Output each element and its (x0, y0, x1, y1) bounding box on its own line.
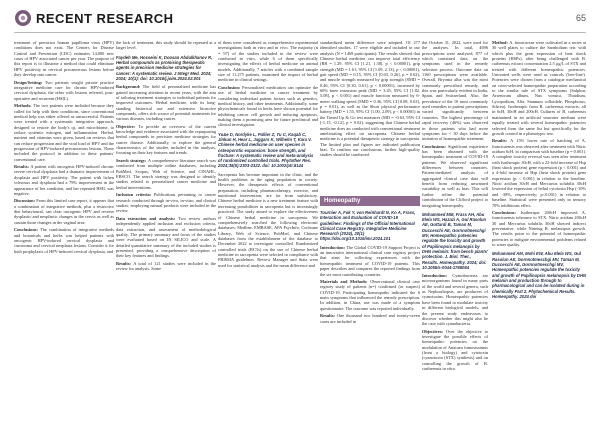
paragraph: Methods: The two patients were included because they called for help with their conditions, since conventional medical help was either offered as unsuccessful. Patients were treated with a systematic integrative approach, designed to restore the body's qi, and microbiome, to reduce systemic estrogen, and inflammation. Herbal, nutrient and vitamins were given, based on reviews that can reduce progression and the viral load of HPV and the progression of HPV-induced precancerous lesions. These included the protocol in addition to these patients' conventional care. (14, 103, 114, 162)
paragraph: Background: The field of personalized medicine has gained increasing attention in recent years, with the aim of tailoring treatment strategies to individual patients for improved outcomes. Herbal medicine, with its long-standing historical use and extensive bioactive compounds, offers rich source of potential treatments for various diseases, including cancer. (116, 84, 217, 122)
column-6 (492, 40, 586, 302)
paragraph: Results: A total of 121 studies were included in the review for analysis. Some (116, 260, 216, 272)
paragraph: the lack of treatment, this study should be repeated at a larger level. (116, 40, 216, 51)
paragraph: of them were considered as comprehensive experimental investigations both in vitro and in vivo. The majority (n = 97) of the studies included in the review were conducted in vitro, while 6 of them specifically investigating the effects of herbal medicine on animal models. Additionally, 7 articles with a combined sample size of 11,275 patients, examined the impact of herbal medicine in clinical settings. (218, 40, 318, 83)
paragraph-heading: Conclusions: (422, 143, 449, 149)
paragraph-heading: Methods: (14, 103, 34, 109)
paragraph: treatment of precursor human papilloma virus (HPV) conditions does not exist. The Centers for Disease Control and Prevention (CDC) estimates 14,000 new cases of HPV associated cancer per year. The purpose of this report is to illustrate a method that could eliminate HPV positivity in cervical precancerous lesions before they develop into cancer. (14, 40, 114, 78)
paragraph: Data extraction and analysis: Two review authors independently applied inclusion and exclusion criteria, data extraction, and assessment of methodological quality. The primary summary and focus of the studies were evaluated based on IN SILICO and scale. A detailed quantitative summary of the included studies is presented, providing a comprehensive description of their key features and findings. (116, 215, 217, 259)
reference-citation: Yu&e D, Nordyke L, Pallier Z, Yu C, Kaqab C, Jinkun H, Hear L, Jaggars K, Wilhelm T, Kara V. Chinese herbal medicine on user species in osteoporotic expansion: bone strength, and fracture: A systematic review and meta-analysis of randomized controlled trials. Phytother Res. 2024;38(5):2303-2322. doi: 10.1002/ptr.8144 (218, 131, 314, 169)
homeopathy-section-banner (320, 196, 420, 206)
paragraph-heading: Design/Setting: (14, 79, 45, 85)
header-rule (14, 32, 586, 33)
column-1 (14, 40, 114, 256)
paragraph-heading: Discussion: (14, 198, 37, 204)
paragraph: Objective: To provide an overview of the current knowledge and evidence associated with the repurposing herbal compounds in precision medicine strategies for cancer disease. Additionally, to explore the general characteristics of the studies included in the analysis, focusing on their key features and trends. (116, 123, 216, 156)
paragraph-heading: Results: (14, 164, 31, 170)
paragraph: Search strategy: A comprehensive literature search was conducted from multiple online databases, including PubMed, Scopus, Web of Science, and CINAHL, EBSCO. The search strategy was designed to identify studies related to personalized cancer medicine and herbal interventions. (116, 158, 216, 190)
reference-citation: Mohammed AM, Mohi EW, Abu Elela WS, Gul Rasolun AE, Gornnotmeschgi MV, Taman M, Ducceschi AE, Gornnotmeschgi MV, Homeopathic potencies regulate the toxicity and growth of Papilinopsis melanopsis by DHN melanin and production through to pharmacological and can be isolated during in chemically Part 2. Phytochemical Results. Homeopathy. 2024 doi (492, 251, 586, 299)
paragraph: Discussion: From this limited case report, it appears that a combination of integrative methods, plus a restrictive diet behavioural, can clear oncogenic HPV and reverse dysplastic and neoplastic changes in the cervix as well as sustain those changes in the vaginal area. (14, 198, 114, 225)
page-number: 65 (575, 13, 586, 23)
paragraph: Conclusions: Isotherapic 200cH improved A. francicaensis tolerance to STX. Nitric acidum 200cH 30 and Mercurius solubilis 30cH showed indirect preventative, while Ninetug B. melanopsis growth. The results point to the potential of homeopathic potencies to mitigate environmental problems related to water quality. (492, 210, 586, 248)
column-4-lower (320, 210, 420, 326)
paragraph-heading: Conclusion: (218, 84, 243, 90)
recent-research-logo-icon (14, 9, 32, 27)
paragraph-heading: Results: (492, 138, 511, 144)
paragraph: the October 31, 2022, were used for the analyses. In total, 4696 prescriptions were analysed, 877 of which contained data on the symptoms used in the remedy selection process. Outcome data on 1160 prescriptions were available. Overall, Bryonia alba was the most commonly prescribed remedy, and this was particularly evident in India, Spain, and Switzerland. Also, the prevalence of the 10 most commonly used remedies to patient prescriptions varied significantly between countries. The highest percentage of rapid recovery (46%) was observed in those patients who had more symptoms for < 30 days before the initiation of homeopathic treatment. (422, 40, 488, 142)
paragraph: Conclusion: Personalized medication can optimize the use of herbal medicine in cancer treatment by considering individual patient factors such as genetics, medical history, and other treatments. Additionally, some phytochemicals found in herbs have shown potential for inhibiting cancer cell growth and inducing apoptosis, making them a promising area for future preclinical and clinical investigation. (218, 84, 319, 128)
paragraph: Introduction: Cyanobacteria are microorganisms found in many parts of the world and several genera, such as Nephrorhopsis, are producers of cyanotoxins. Homeopathic potencies have been found to modulate toxicity in different biological models, and the present study endeavours to discover whether this might also be the case with cyanobacteria. (422, 273, 488, 327)
paragraph: Sarcopenia has become important in the clinic, and the health problems in the aging population in society. However, the therapeutic effects of conventional preparation, including pharmacotherapy, exercise, and nutritional intervention, are far from satisfactory. Chinese herbal medicine is a new treatment feature with increasing possibilities in sarcopenia but is increasingly practiced. The study aimed to explore the effectiveness of Chinese herbal medicine in sarcopenia. We comprehensively searched the following electronic databases: Medline, EMBASE, APA PsycInfo, Cochrane Library, Web of Science, PubMed, and Chinese databases from the establishment of the database to December 2022 to investigate controlled. Randomized controlled trials (RCTs) on the use of Chinese herbal medicine in sarcopenia were selected in compliance with PRISMA guidelines. Review Manager and Stata were used for statistical analysis and the mean difference and (218, 171, 318, 268)
column-5 (422, 40, 488, 374)
column-2 (116, 40, 216, 274)
homeopathy-banner-label: Homeopathy (324, 197, 361, 204)
paragraph: Results: One thousand two hundred and twenty-seven cases are included in (320, 313, 420, 324)
reference-citation: Tournier A, Fok Y, von Reinhardt N, Ko A, Frass, Interaction and Evaluation of COVID-19 guidelines: Findings of the Official International Clinical Case Registry. Integrative Medicine Research (2024), 20(1) https://doi.org/10.1016/imr.2024.101 (320, 210, 416, 242)
paragraph: Inclusion criteria: Publications pertaining to cancer research conducted through in-vivo, in-vitro, and clinical studies, employing natural products were included in the review. (116, 192, 216, 214)
page-header (0, 0, 600, 36)
paragraph-heading: Results: (116, 260, 134, 266)
paragraph-heading: Search strategy: (116, 158, 148, 164)
paragraph-heading: Data extraction and analysis: (116, 215, 179, 221)
column-4 (320, 40, 420, 160)
paragraph-heading: Introduction: (422, 273, 453, 279)
paragraph-heading: Background: (116, 84, 143, 90)
paragraph-heading: Materials and Methods: (320, 279, 371, 285)
paragraph-heading: Conclusions: (492, 210, 521, 216)
paragraph-heading: Results: (320, 313, 337, 319)
paragraph-heading: Conclusions: (14, 227, 41, 233)
paragraph-heading: Objectives: (422, 328, 446, 334)
paragraph: Conclusions: The combination of integrative methods and botanicals and herbs was helped patients with oncogenic HPV-induced cervical dysplasia and carcinoma and cervical neoplasia lesions. Consider it for both prophylaxis of HPV-induced cervical dysplasia, and (14, 227, 114, 254)
paragraph: Introduction: The Global COVID-19 Support Project is an innovative international clinical case registry project that aims for collecting experiences with the homeopathic treatment of COVID-19 patients. This paper describes and compares the reported findings from the six most contributing countries. (320, 244, 420, 277)
paragraph: Results: A 15% lower rate of hatching of A. francicaensis was observed after treatment with Nitric acidum 6cH, in comparison with baseline (p = 0.001). A complete toxicity reversal was seen after treatment with Isotherapic 30cH, with a 22-fold increase of Hsp (heat shock protein) gene expression (p < 0.001) and a 4-fold increase of Hsp (heat shock protein) gene expression (p < 0.001) in relation to the baseline. Nitric acidum 30cH and Mercurius solubilis 30cH lowered the expression of lethal cytotoxin Hsp (-10% and -38%, respectively; p<0.001) in relation to baseline. Statistical were presented only in sensory 70% inhibitions effect. (492, 138, 586, 208)
paragraph-heading: Inclusion criteria: (116, 192, 154, 198)
paragraph-heading: Introduction: (320, 244, 347, 250)
reference-citation: Faydeh Me, Hosseini K, Doosan Abdulkhanov R, Herbal compounds as promising therapeutic agents in precision medicine strategies for cancer: A systematic review. J Integr Med. 2024; 2024; 10(1): doi: 10.1016/j.joim.2024.02.001 (116, 54, 213, 81)
paragraph: Results: A patient with oncogenic HPV-induced chronic severe cervical dysplasia had a dramatic improvement of dysplasia and HPV positivity. The patient with lichen sclerosus and dysplasia had a 79% improvement in the appearance of her condition, and her repeated HSIL was negative. (14, 164, 114, 196)
column-3 (218, 40, 318, 270)
paragraph: Method: A. fumicaceae were cultivated in a series at 30 well plates to culture the Sarnbolium tetr. with which plus the great expression of heat shock proteins (HSPs), after being challenged with B. carbeensis extract concentration 2.5 µg/L of STX and treated with different homeopathic potencies. Untreated wells were used as controls ('leer-line'). Potencies were chosen from a catalogue mechanical on cross-selected homeopathic preparation according to the similia rule of STX symptoms (Sulphur, Arsenicum album, Nux vomica, Thuidium, Lycopodium, Alfa, Stannum colloidale, Phosphorus, Silicea). Isotherapic from B. carbeensis extracts, all in 6cH, 30cH and 200cH. Cultures of B. carbeensis maintained in an artificial seawater medium were equally treated with several homeopathic potencies selected from the same list but specifically for the growth control in a phenotypic test. (492, 40, 586, 136)
paragraph: Materials and Methods: Observational clinical case registry study of patients (n=) confirmed (or suspect) COVID-19. Participating homeopaths indicated the 6 main symptoms that influenced the remedy prescription. In addition, in China, use was made of a symptom questionnaire. The outcome was reported individually. (320, 279, 421, 311)
paragraph-heading: Objective: (116, 123, 139, 129)
reference-citation: Mohammed MM, Frass AH, Abu Elela WS, Hazazi A, Gul Rasolun AE, Gottardi B, Taman M, Ducceschi AE, Gornnotmeschgi MV, Homeopathic potencies regulate the toxicity and growth of Papilinopsis melanopis by DHN melanin: from bench plants' protection. J. Biol. Ther., Results. Homeopathy. 2024; doi: 10.1055/s-0044-1788084 (422, 211, 488, 270)
paragraph: Objectives: Over the objective to investigate the possible effects of homeopathic potencies on the modulation of Anacaea fumosissimus (from a biology) and cytotoxin (cyanotoxin (STX) synthesis) and on controlling the growth of B. caribeensis in vitro. (422, 328, 488, 372)
paragraph-heading: Method: (492, 40, 510, 45)
paragraph: Conclusions: Significant experience has been obtained with the homeopathic treatment of COVID-19 patients. We observed significant differences between countries. Patient-mediated analysis of aggregated clinical case data will benefit from reducing unwanted variability as well as bias. This will further refine the potential contribution of the Clifford project to integrating homeopathy. (422, 143, 488, 208)
paragraph: Design/Setting: Two patients sought private practice integrative medicine care for chronic HPV-induced cervical dysplasia, the other with lesions referred, post-operative and recurrent (HSIL). (14, 79, 114, 101)
section-title: RECENT RESEARCH (36, 11, 174, 26)
paragraph: standardized mean difference were adopted. Of 277 identified studies, 17 were eligible and included in our analysis (N = 1469 participants). The results showed that Chinese herbal medicine can improve total efficiency (RR = 1.29, 95% CI [1.21, 1.38], p < 0.00001), grip strength (MD = 1.61, 95% CI [1.09, 2.13], p < 0.00001), gait speed (MD = 0.15, 95% CI [0.03, 0.26], p = 0.02), and muscle strength measured by grip strength (SMD = 0.46, 95% CI [0.30, 0.61], p < 0.00001), increased by 60% knee extension peak (MD = 3.45, 95% CI [1.82, 5.08], p < 0.001) and muscle function measured by 6-meter walking speed (SMD = 0.36, 95% CI [0.08, 0.63], p = 0.01), as well as the Short physical performance battery (MD = 1.55, 95% CI [1.00, 2.09], p < 0.00001) in the Timed Up & Go test measures (MD = -0.63, 95% CI [-1.15, -0.12], p = 0.02), suggesting that Chinese herbal medicine does an conducted with conventional treatment ameliorating effect on sarcopenia. Chinese herbal medicine is a potential therapeutic strategy in sarcopenia. The limited plan and figures are indicated publication bias. To confirm our conclusions, further high-quality studies should be conducted. (320, 40, 420, 158)
